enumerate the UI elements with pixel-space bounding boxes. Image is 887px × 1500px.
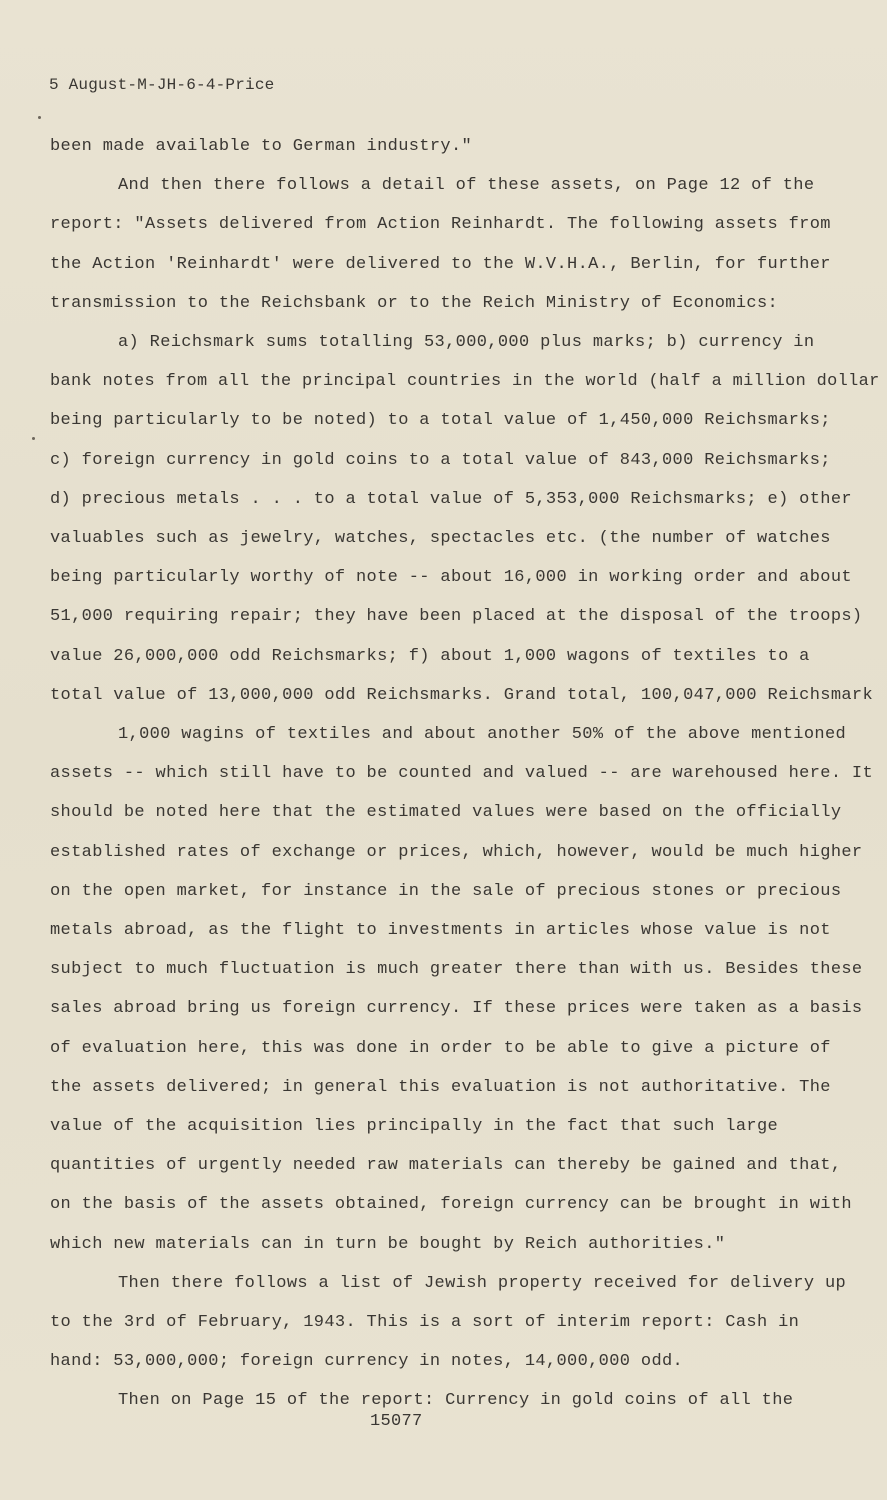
text-line: on the open market, for instance in the sale of precious stones or precious [50,881,842,901]
text-line: value 26,000,000 odd Reichsmarks; f) about 1,000 wagons of textiles to a [50,646,810,666]
text-line: value of the acquisition lies principally in the fact that such large [50,1117,779,1136]
text-line: a) Reichsmark sums totalling 53,000,000 plus marks; b) currency in [118,333,815,352]
text-line: And then there follows a detail of these assets, on Page 12 of the [118,176,815,196]
text-line: c) foreign currency in gold coins to a total value of 843,000 Reichsmarks; [50,450,831,470]
text-line: being particularly to be noted) to a total value of 1,450,000 Reichsmarks; [50,411,831,431]
document-reference-header: 5 August-M-JH-6-4-Price [49,76,275,94]
text-line: the Action 'Reinhardt' were delivered to the W.V.H.A., Berlin, for further [50,254,831,274]
text-line: being particularly worthy of note -- about 16,000 in working order and about [50,568,852,588]
text-line: the assets delivered; in general this evaluation is not authoritative. The [50,1077,831,1097]
text-line: 1,000 wagins of textiles and about another 50% of the above mentioned [118,725,847,744]
text-line: should be noted here that the estimated values were based on the officially [50,803,842,823]
text-line: of evaluation here, this was done in order to be able to give a picture of [50,1038,831,1058]
text-line: transmission to the Reichsbank or to the Reich Ministry of Economics: [50,293,779,313]
text-line: quantities of urgently needed raw materials can thereby be gained and that, [50,1156,842,1176]
page-number: 15077 [370,1412,423,1431]
text-line: report: "Assets delivered from Action Reinhardt. The following assets from [50,215,831,235]
text-line: to the 3rd of February, 1943. This is a sort of interim report: Cash in [50,1313,800,1332]
text-line: bank notes from all the principal countries in the world (half a million dollar [50,372,880,392]
stray-mark [38,116,41,119]
text-line: on the basis of the assets obtained, foreign currency can be brought in with [50,1195,852,1215]
text-line: been made available to German industry." [50,137,473,156]
text-line: established rates of exchange or prices, which, however, would be much higher [50,842,863,862]
text-line: valuables such as jewelry, watches, spectacles etc. (the number of watches [50,529,831,548]
text-line: Then on Page 15 of the report: Currency in gold coins of all the [118,1391,794,1411]
text-line: metals abroad, as the flight to investments in articles whose value is not [50,921,831,940]
text-line: total value of 13,000,000 odd Reichsmarks. Grand total, 100,047,000 Reichsmark [50,685,874,705]
text-line: subject to much fluctuation is much greater there than with us. Besides these [50,960,863,980]
text-line: assets -- which still have to be counted and valued -- are warehoused here. It [50,764,874,784]
text-line: which new materials can in turn be bought by Reich authorities." [50,1234,726,1254]
text-line: sales abroad bring us foreign currency. If these prices were taken as a basis [50,999,863,1019]
text-line: Then there follows a list of Jewish property received for delivery up [118,1273,847,1293]
text-line: hand: 53,000,000; foreign currency in notes, 14,000,000 odd. [50,1352,684,1372]
text-line: 51,000 requiring repair; they have been placed at the disposal of the troops) [50,607,863,627]
stray-mark [32,437,35,440]
text-line: d) precious metals . . . to a total value of 5,353,000 Reichsmarks; e) other [50,489,852,509]
